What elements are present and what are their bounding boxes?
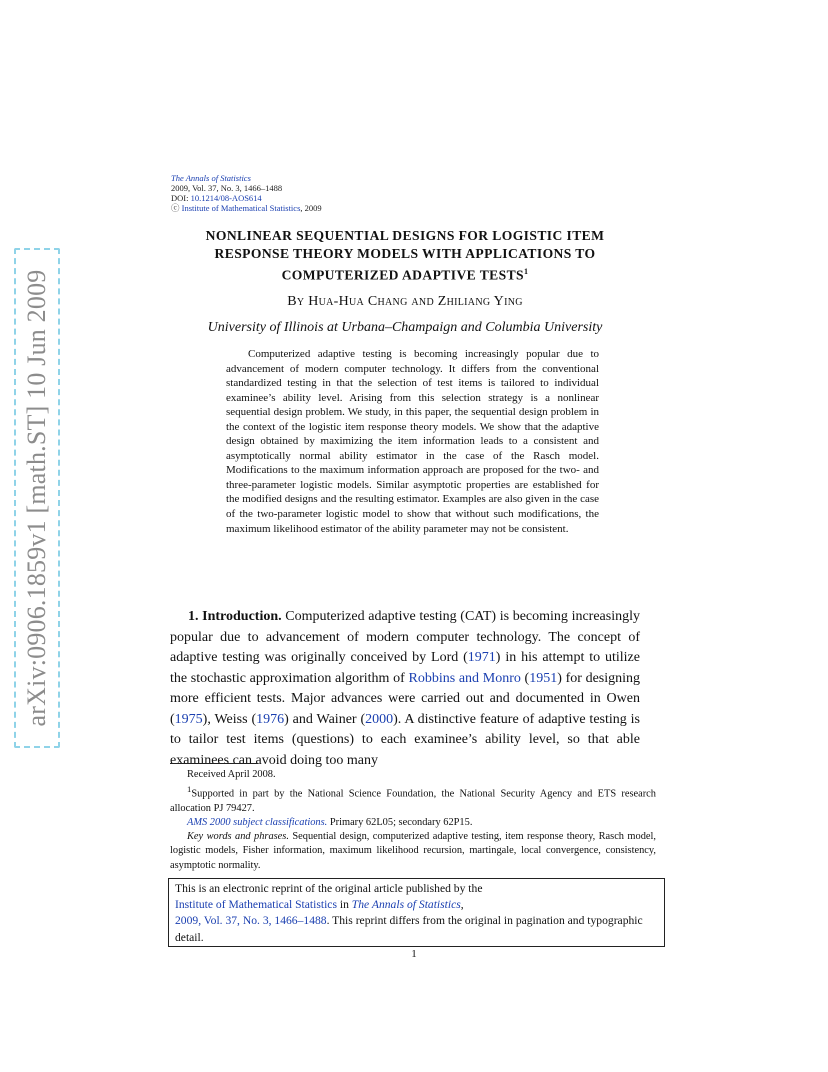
section-heading: 1. Introduction. [188, 609, 282, 624]
reprint-text: in [336, 898, 352, 912]
footnote-mark: 1 [187, 784, 192, 795]
volume-line: 2009, Vol. 37, No. 3, 1466–1488 [171, 183, 283, 193]
page-number: 1 [411, 948, 417, 960]
intro-text: ) and Wainer ( [284, 711, 366, 727]
intro-text: Computerized adaptive testing (CAT) is becoming increasingly popular due to advancement of modern computer technology. The concept of adaptive testing was originally conceived by Lord ( [170, 609, 640, 665]
title-footnote-mark[interactable]: 1 [524, 267, 529, 276]
reprint-text: This is an electronic reprint of the original article published by the [175, 882, 483, 895]
footnote-rule [170, 763, 258, 764]
copyright-icon: ⓒ [171, 203, 180, 213]
ams-text: Primary 62L05; secondary 62P15. [327, 817, 473, 829]
intro-text: ), Weiss ( [202, 711, 257, 727]
citation-link[interactable]: 1975 [174, 711, 203, 727]
volume-link[interactable]: 2009, Vol. 37, No. 3, 1466–1488 [175, 914, 327, 928]
title-line: NONLINEAR SEQUENTIAL DESIGNS FOR LOGISTIC ITEM [205, 228, 605, 243]
citation-link[interactable]: 2000 [365, 711, 394, 727]
ams-classification [170, 816, 656, 830]
support-text: Supported in part by the National Science Foundation, the National Security Agency and ETS research allocation PJ 79427. [170, 788, 656, 814]
citation-link[interactable]: 1976 [256, 711, 285, 727]
introduction-paragraph [170, 607, 640, 771]
intro-text: ). A distinctive feature of adaptive testing is to tailor test items (questions) to each examinee’s ability level, so that able examinees can avoid doing too many [170, 711, 640, 768]
support-footnote [170, 782, 656, 816]
institute-link[interactable]: Institute of Mathematical Statistics [181, 203, 301, 213]
title-line-text: COMPUTERIZED ADAPTIVE TESTS [281, 267, 525, 283]
intro-text: ( [520, 670, 530, 686]
title-line [170, 263, 640, 285]
intro-text: ) in his attempt to utilize the stochastic approximation algorithm of [170, 650, 640, 686]
keywords-label: Key words and phrases. [187, 831, 289, 843]
footnotes [170, 768, 656, 873]
title-line: RESPONSE THEORY MODELS WITH APPLICATIONS TO [214, 246, 596, 261]
reprint-notice [168, 878, 665, 947]
copyright-year: , 2009 [300, 203, 322, 213]
journal-name-link[interactable]: The Annals of Statistics [171, 173, 251, 183]
journal-link[interactable]: The Annals of Statistics [351, 898, 461, 912]
keywords-text: Sequential design, computerized adaptive testing, item response theory, Rasch model, logistic models, Fisher information, maximum likelihood recursion, martingale, local convergence, consistency, asymptotic normality. [170, 831, 656, 871]
keywords [170, 830, 656, 873]
citation-link[interactable]: 1951 [529, 670, 558, 686]
copyright-line [171, 203, 322, 213]
paper-title [170, 227, 640, 285]
institute-link[interactable]: Institute of Mathematical Statistics [175, 898, 337, 912]
reprint-text: , [460, 898, 464, 912]
arxiv-identifier: arXiv:0906.1859v1 [math.ST] 10 Jun 2009 [22, 269, 51, 727]
affiliation: University of Illinois at Urbana–Champaign and Columbia University [207, 320, 603, 335]
citation-link[interactable]: Robbins and Monro [408, 670, 521, 686]
abstract: Computerized adaptive testing is becoming increasingly popular due to advancement of modern computer technology. It differs from the conventional standardized testing in that the selection of test items is tailored to individual examinee’s ability level. Arising from this selection strategy is a nonlinear sequential design problem. We study, in this paper, the sequential design problem in the context of the logistic item response theory models. We show that the adaptive design obtained by maximizing the item information leads to a consistent and asymptotically normal ability estimator in the case of the Rasch model. Modifications to the maximum information approach are proposed for the two- and three-parameter logistic models. Similar asymptotic properties are established for the modified designs and the resulting estimator. Examples are also given in the case of the two-parameter logistic model to show that without such modifications, the maximum likelihood estimator of the ability parameter may not be consistent. [226, 348, 599, 535]
doi-line [171, 193, 322, 203]
reprint-text: . This reprint differs from the original in pagination and typographic detail. [175, 914, 643, 944]
intro-text: ) for designing more efficient tests. Major advances were carried out and documented in Owen ( [170, 670, 641, 727]
citation-link[interactable]: 1971 [467, 650, 496, 665]
received-date: Received April 2008. [187, 769, 276, 780]
journal-header [171, 173, 322, 213]
arxiv-stamp[interactable] [14, 248, 60, 748]
ams-link[interactable]: AMS 2000 subject classifications. [187, 817, 328, 829]
doi-link[interactable]: 10.1214/08-AOS614 [190, 193, 262, 203]
doi-prefix: DOI: [171, 193, 191, 203]
authors: By Hua-Hua Chang and Zhiliang Ying [287, 294, 523, 309]
